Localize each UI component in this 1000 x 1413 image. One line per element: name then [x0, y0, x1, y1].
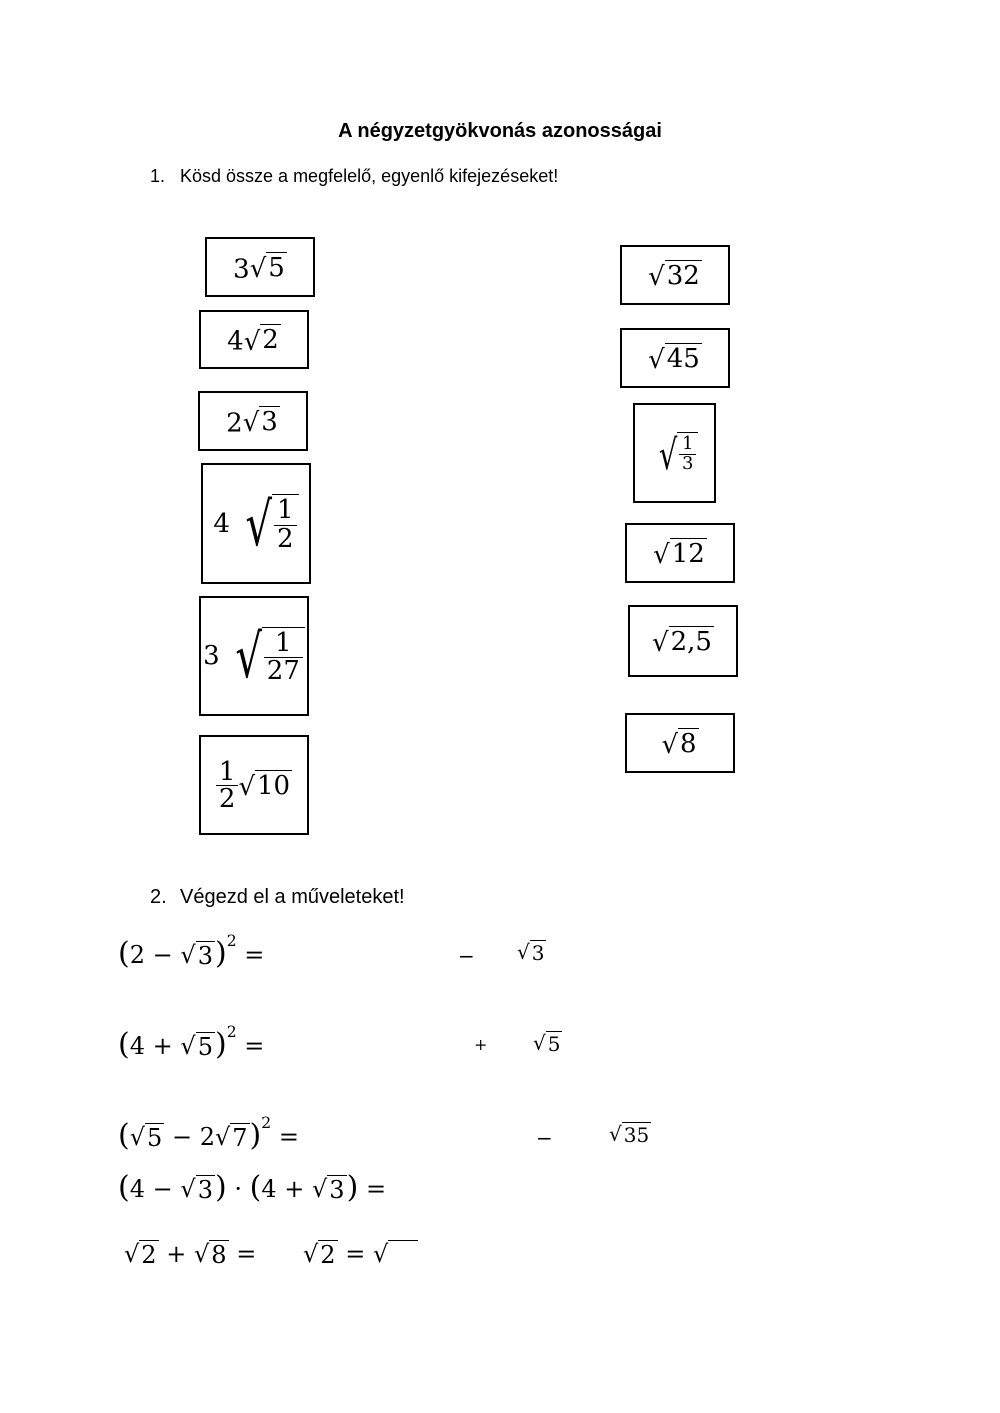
- equation-3: ( √ 5 − 2 √ 7 )$^2$ =: [118, 1114, 299, 1154]
- equation-1: (2 − √ 3 )$^2$ =: [118, 932, 265, 972]
- expression: 3 √ $\frac{1}{27}$: [203, 627, 305, 686]
- answer-hint-2-root: √ 5: [533, 1031, 561, 1056]
- left-box-half-sqrt10[interactable]: [199, 735, 309, 835]
- task-text: Végezd el a műveleteket!: [180, 886, 405, 908]
- expression: √ $\frac{1}{3}$: [651, 432, 699, 474]
- right-box-sqrt12[interactable]: [625, 523, 735, 583]
- equation-5: √ 2 + √ 8 =: [124, 1240, 257, 1269]
- equation-5-helper: √ 2 = √: [303, 1240, 418, 1268]
- expression: √ 8: [661, 728, 697, 761]
- expression: 2 √ 3: [226, 406, 278, 439]
- left-box-4sqrt-half[interactable]: [201, 463, 311, 584]
- left-box-2sqrt3[interactable]: [198, 391, 308, 451]
- right-box-sqrt2-5[interactable]: [628, 605, 738, 677]
- equation-4: (4 − √ 3 ) · (4 + √ 3 ) =: [118, 1170, 387, 1205]
- answer-hint-2-op: +: [474, 1035, 488, 1054]
- right-box-sqrt32[interactable]: [620, 245, 730, 305]
- expression: √ 12: [653, 538, 705, 571]
- expression: 4 √ 2: [227, 325, 279, 357]
- right-box-sqrt8[interactable]: [625, 713, 735, 773]
- task-2-instruction: [150, 886, 405, 909]
- answer-hint-3-root: √ 35: [609, 1122, 650, 1147]
- expression: 4 √ $\frac{1}{2}$: [213, 494, 298, 553]
- expression: $\frac{1}{2}$ √ 10: [216, 759, 292, 812]
- task-number: 2.: [150, 886, 167, 908]
- expression: √ 32: [648, 260, 700, 293]
- page-title: A négyzetgyökvonás azonosságai: [338, 120, 662, 142]
- task-text: Kösd össze a megfelelő, egyenlő kifejezéseket!: [180, 166, 559, 186]
- expression: √ 2,5: [652, 626, 712, 659]
- answer-hint-3-op: −: [536, 1126, 553, 1150]
- answer-hint-1-root: √ 3: [517, 940, 545, 965]
- expression: 3 √ 5: [233, 252, 285, 285]
- left-box-3sqrt-1-27[interactable]: [199, 596, 309, 716]
- task-number: 1.: [150, 166, 166, 186]
- task-1-instruction: [150, 166, 558, 187]
- left-box-3sqrt5[interactable]: [205, 237, 315, 297]
- equation-2: (4 + √ 5 )$^2$ =: [118, 1023, 265, 1063]
- right-box-sqrt-third[interactable]: [633, 403, 716, 503]
- answer-hint-1-op: −: [458, 944, 475, 968]
- right-box-sqrt45[interactable]: [620, 328, 730, 388]
- left-box-4sqrt2[interactable]: [199, 310, 309, 369]
- expression: √ 45: [648, 343, 700, 376]
